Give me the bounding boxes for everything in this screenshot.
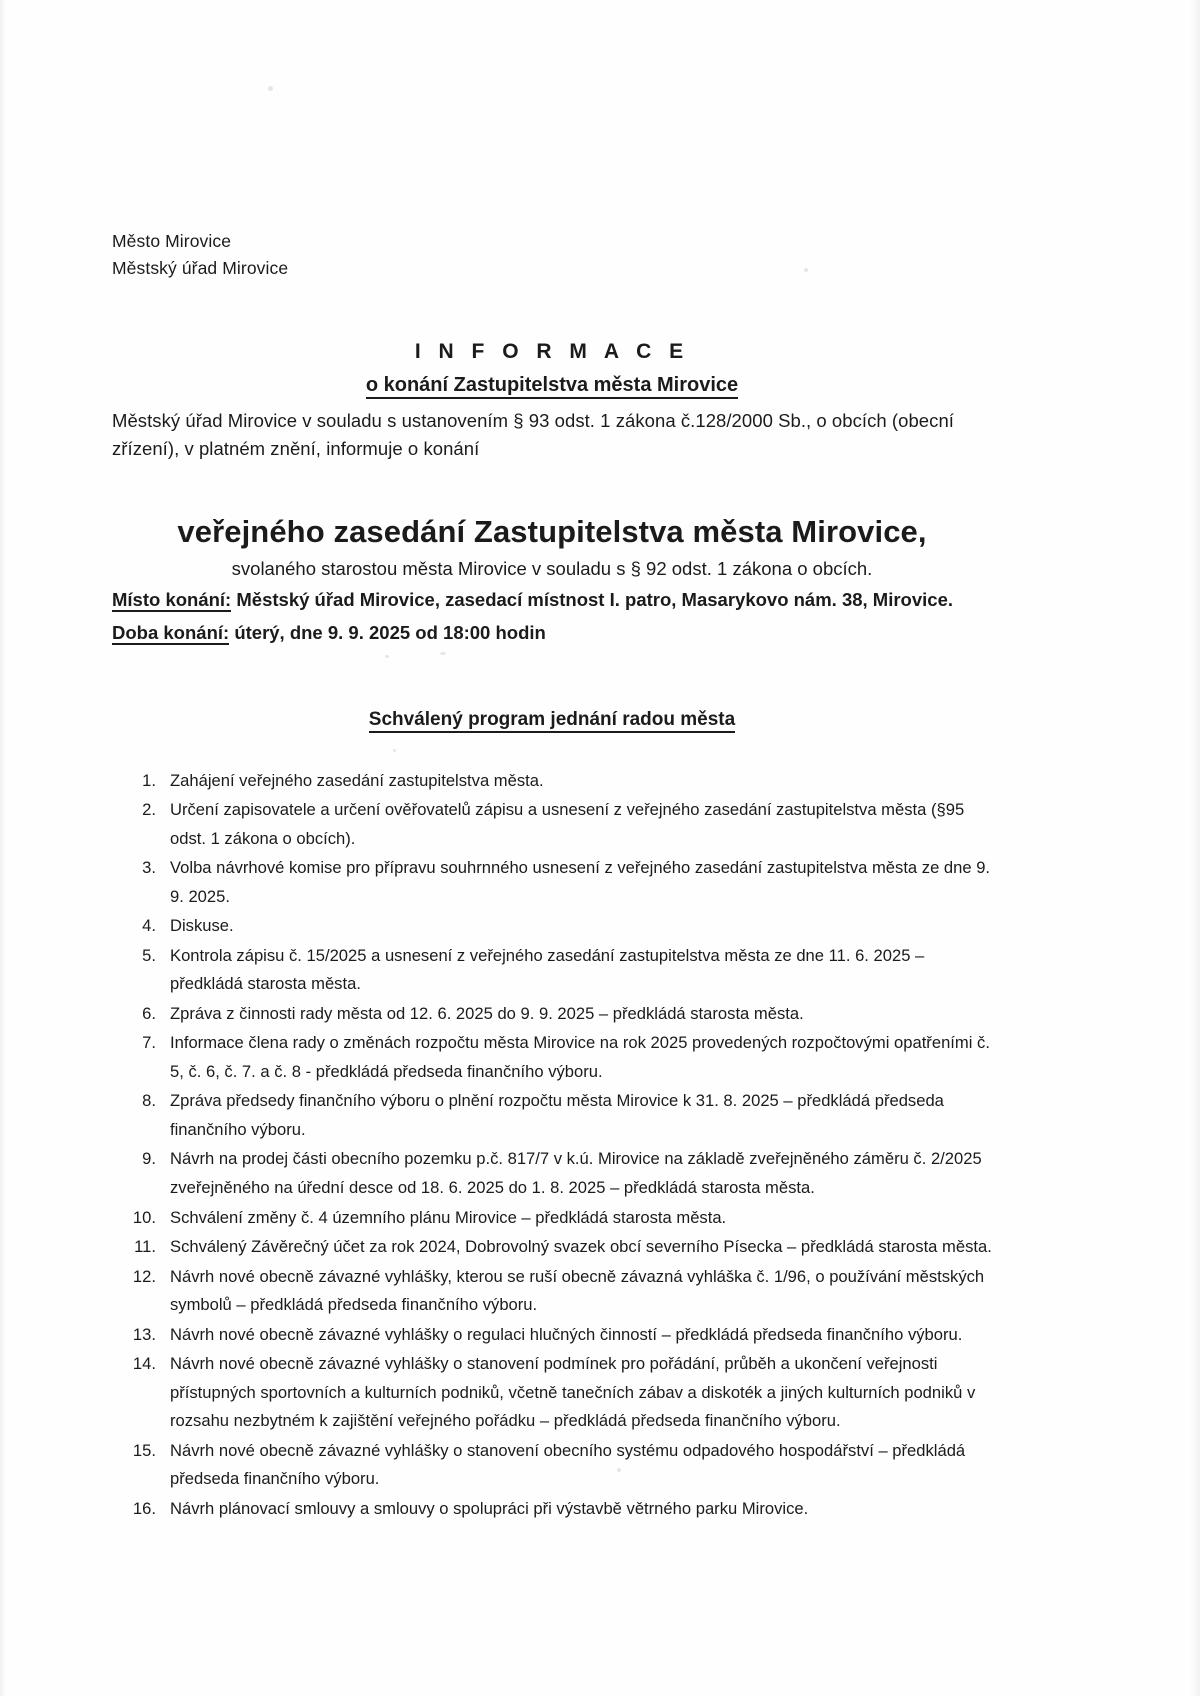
session-heading: veřejného zasedání Zastupitelstva města Mirovice, [177, 514, 927, 549]
agenda-item: Kontrola zápisu č. 15/2025 a usnesení z veřejného zasedání zastupitelstva města ze dne 11. 6. 2025 – předkládá starosta města. [170, 945, 925, 994]
convened-by-line: svolaného starostou města Mirovice v souladu s § 92 odst. 1 zákona o obcích. [231, 558, 873, 579]
agenda-item: Diskuse. [170, 916, 234, 936]
agenda-item: Návrh nové obecně závazné vyhlášky o stanovení podmínek pro pořádání, průběh a ukončení veřejnosti přístupných sportovních a kulturních podniků, včetně tanečních zábav a diskoték a jiných kulturních podniků v rozsahu nezbytném k zajištění veřejného pořádku – předkládá předseda finančního výboru. [170, 1354, 976, 1431]
agenda-item: Volba návrhové komise pro přípravu souhrnného usnesení z veřejného zasedání zastupitelstva města ze dne 9. 9. 2025. [170, 858, 991, 906]
time-label: Doba konání: [112, 622, 230, 644]
agenda-item: Zpráva předsedy finančního výboru o plnění rozpočtu města Mirovice k 31. 8. 2025 – předkládá předseda finančního výboru. [170, 1091, 944, 1139]
agenda-item: Návrh nové obecně závazné vyhlášky o stanovení obecního systému odpadového hospodářství – předkládá předseda finančního výboru. [170, 1440, 966, 1489]
document-subtitle [112, 374, 992, 397]
org-office-line: Městský úřad Mirovice [112, 258, 289, 279]
document-subtitle-text: o konání Zastupitelstva města Mirovice [366, 374, 738, 399]
time-value: úterý, dne 9. 9. 2025 od 18:00 hodin [234, 622, 546, 644]
agenda-item: Určení zapisovatele a určení ověřovatelů zápisu a usnesení z veřejného zasedání zastupitelstva města (§95 odst. 1 zákona o obcích). [170, 800, 965, 848]
time-line [112, 620, 992, 646]
agenda-item: Informace člena rady o změnách rozpočtu města Mirovice na rok 2025 provedených rozpočtovými opatřeními č. 5, č. 6, č. 7. a č. 8 - předkládá předseda finančního výboru. [170, 1033, 990, 1081]
document-title: I N F O R M A C E [414, 340, 690, 364]
agenda-item: Schválení změny č. 4 územního plánu Mirovice – předkládá starosta města. [170, 1207, 727, 1227]
intro-paragraph: Městský úřad Mirovice v souladu s ustanovením § 93 odst. 1 zákona č.128/2000 Sb., o obcích (obecní zřízení), v platném znění, informuje o konání [112, 410, 954, 459]
agenda-item: Schválený Závěrečný účet za rok 2024, Dobrovolný svazek obcí severního Písecka – předkládá starosta města. [170, 1237, 992, 1257]
scan-speck [268, 86, 273, 91]
agenda-item: Návrh nové obecně závazné vyhlášky o regulaci hlučných činností – předkládá předseda finančního výboru. [170, 1324, 963, 1344]
program-heading [112, 709, 992, 731]
page-edge-shadow-right [1190, 0, 1200, 1696]
program-heading-text: Schválený program jednání radou města [369, 709, 735, 733]
org-city-line: Město Mirovice [112, 231, 232, 251]
place-label: Místo konání: [112, 589, 232, 610]
agenda-list [112, 767, 992, 1524]
place-value: Městský úřad Mirovice, zasedací místnost I. patro, Masarykovo nám. 38, Mirovice. [236, 589, 954, 610]
document-body [112, 228, 992, 1524]
organization-block [112, 228, 992, 282]
agenda-item: Návrh na prodej části obecního pozemku p.č. 817/7 v k.ú. Mirovice na základě zveřejněného záměru č. 2/2025 zveřejněného na úřední desce od 18. 6. 2025 do 1. 8. 2025 – předkládá starosta města. [170, 1149, 982, 1197]
page-edge-shadow-left [0, 0, 6, 1696]
agenda-item: Návrh nové obecně závazné vyhlášky, kterou se ruší obecně závazná vyhláška č. 1/96, o používání městských symbolů – předkládá předseda finančního výboru. [170, 1266, 985, 1315]
place-line [112, 587, 992, 613]
agenda-item: Zahájení veřejného zasedání zastupitelstva města. [170, 770, 544, 790]
agenda-item: Zpráva z činnosti rady města od 12. 6. 2025 do 9. 9. 2025 – předkládá starosta města. [170, 1003, 804, 1023]
agenda-item: Návrh plánovací smlouvy a smlouvy o spolupráci při výstavbě větrného parku Mirovice. [170, 1498, 809, 1518]
